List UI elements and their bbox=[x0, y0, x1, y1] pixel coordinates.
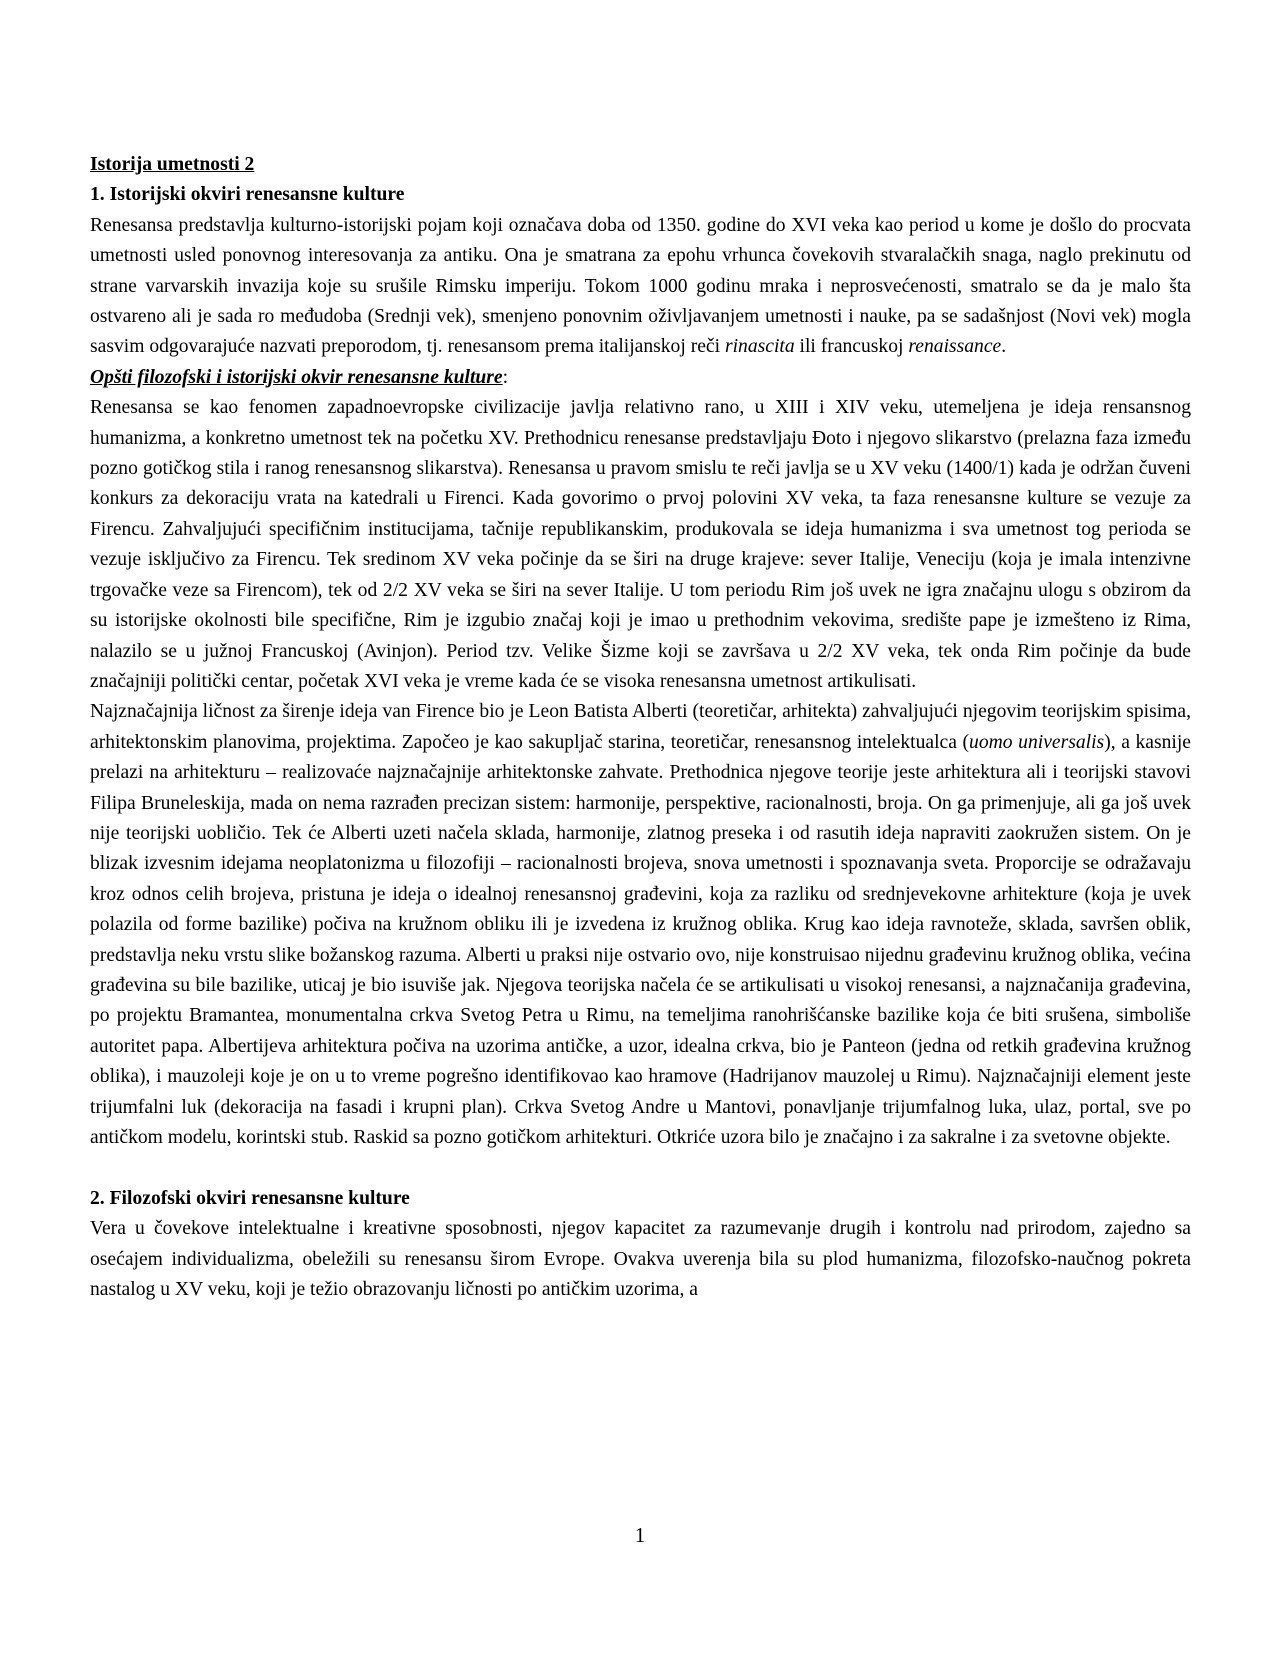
section-1-paragraph-1 bbox=[90, 211, 1191, 363]
section-1-subheading-line bbox=[90, 363, 1191, 393]
italic-term-renaissance: renaissance bbox=[908, 336, 1002, 358]
document-title-line bbox=[90, 150, 1191, 180]
page-number: 1 bbox=[634, 1523, 646, 1547]
paragraph-text: . bbox=[1001, 336, 1007, 358]
section-2-paragraph-1: Vera u čovekove intelektualne i kreativne sposobnosti, njegov kapacitet za razumevanje drugih i kontrolu nad prirodom, zajedno sa osećajem individualizma, obeležili su renesansu širom Evrope. Ovakva uverenja bila su plod humanizma, filozofsko-naučnog pokreta nastalog u XV veku, koji je težio obrazovanju ličnosti po antičkim uzorima, a bbox=[90, 1218, 1191, 1301]
document-body bbox=[90, 150, 1191, 1305]
paragraph-text: ili francuskoj bbox=[794, 336, 909, 358]
section-1-paragraph-2: Renesansa se kao fenomen zapadnoevropske civilizacije javlja relativno rano, u XIII i XIV veku, utemeljena je ideja rensansnog humanizma, a konkretno umetnost tek na početku XV. Prethodnicu renesanse predstavljaju Đoto i njegovo slikarstvo (prelazna faza između pozno gotičkog stila i ranog renesansnog slikarstva). Renesansa u pravom smislu te reči javlja se u XV veku (1400/1) kada je održan čuveni konkurs za dekoraciju vrata na katedrali u Firenci. Kada govorimo o prvoj polovini XV veka, ta faza renesansne kulture se vezuje za Firencu. Zahvaljujući specifičnim institucijama, tačnije republikanskim, produkovala se ideja humanizma i sva umetnost tog perioda se vezuje isključivo za Firencu. Tek sredinom XV veka počinje da se širi na druge krajeve: sever Italije, Veneciju (koja je imala intenzivne trgovačke veze sa Firencom), tek od 2/2 XV veka se širi na sever Italije. U tom periodu Rim još uvek ne igra značajnu ulogu s obzirom da su istorijske okolnosti bile specifične, Rim je izgubio značaj koji je imao u prethodnim vekovima, središte pape je izmešteno iz Rima, nalazilo se u južnoj Francuskoj (Avinjon). Period tzv. Velike Šizme koji se završava u 2/2 XV veka, tek onda Rim počinje da bude značajniji politički centar, početak XVI veka je vreme kada će se visoka renesansna umetnost artikulisati. bbox=[90, 397, 1191, 692]
section-2-heading: 2. Filozofski okviri renesansne kulture bbox=[90, 1187, 410, 1209]
section-1-heading: 1. Istorijski okviri renesansne kulture bbox=[90, 184, 405, 206]
paragraph-gap bbox=[90, 1153, 1191, 1183]
paragraph-text: Najznačajnija ličnost za širenje ideja van Firence bio je Leon Batista Alberti (teoretičar, arhitekta) zahvaljujući njegovim teorijskim spisima, arhitektonskim planovima, projektima. Započeo je kao sakupljač starina, teoretičar, renesansnog intelektualca ( bbox=[90, 701, 1191, 753]
subheading-colon: : bbox=[502, 366, 509, 388]
italic-term-uomo-universalis: uomo universalis bbox=[969, 731, 1105, 753]
paragraph-text: ), a kasnije prelazi na arhitekturu – realizovaće najznačajnije arhitektonske zahvate. Prethodnica njegove teorije jeste arhitektura ali i teorijski stavovi Filipa Bruneleskija, mada on nema razrađen precizan sistem: harmonije, perspektive, racionalnosti, broja. On ga primenjuje, ali ga još uvek nije teorijski uobličio. Tek će Alberti uzeti načela sklada, harmonije, zlatnog preseka i od rasutih ideja napraviti zaokružen sistem. On je blizak izvesnim idejama neoplatonizma u filozofiji – racionalnosti brojeva, snova umetnosti i spoznavanja sveta. Proporcije se odražavaju kroz odnos celih brojeva, pristuna je ideja o idealnoj renesansnoj građevini, koja za razliku od srednjevekovne arhitekture (koja je uvek polazila od forme bazilike) počiva na kružnom obliku ili je izvedena iz kružnog oblika. Krug kao ideja ravnoteže, sklada, savršen oblik, predstavlja neku vrstu slike božanskog razuma. Alberti u praksi nije ostvario ovo, nije konstruisao nijednu građevinu kružnog oblika, većina građevina su bile bazilike, uticaj je bio isuviše jak. Njegova teorijska načela će se artikulisati u visokoj renesansi, a najznačanija građevina, po projektu Bramantea, monumentalna crkva Svetog Petra u Rimu, na temeljima ranohrišćanske bazilike koja će biti srušena, simboliše autoritet papa. Albertijeva arhitektura počiva na uzorima antičke, a uzor, idealna crkva, bio je Panteon (jedna od retkih građevina kružnog oblika), i mauzoleji koje je on u to vreme pogrešno identifikovao kao hramove (Hadrijanov mauzolej u Rimu). Najznačajniji element jeste trijumfalni luk (dekoracija na fasadi i krupni plan). Crkva Svetog Andre u Mantovi, ponavljanje trijumfalnog luka, ulaz, portal, sve po antičkom modelu, korintski stub. Raskid sa pozno gotičkom arhitekturi. Otkriće uzora bilo je značajno i za sakralne i za svetovne objekte. bbox=[90, 731, 1192, 1148]
document-title: Istorija umetnosti 2 bbox=[90, 154, 255, 175]
section-1-subheading: Opšti filozofski i istorijski okvir renesansne kulture bbox=[90, 366, 503, 388]
section-1-paragraph-3 bbox=[90, 697, 1191, 1153]
paragraph-text: Renesansa predstavlja kulturno-istorijski pojam koji označava doba od 1350. godine do XVI veka kao period u kome je došlo do procvata umetnosti usled ponovnog interesovanja za antiku. Ona je smatrana za epohu vrhunca čovekovih stvaralačkih snaga, naglo prekinutu od strane varvarskih invazija koje su srušile Rimsku imperiju. Tokom 1000 godinu mraka i neprosvećenosti, smatralo se da je malo šta ostvareno ali je sada ro međudoba (Srednji vek), smenjeno ponovnim oživljavanjem umetnosti i nauke, pa se sadašnjost (Novi vek) mogla sasvim odgovarajuće nazvati preporodom, tj. renesansom prema italijanskoj reči bbox=[90, 214, 1191, 358]
italic-term-rinascita: rinascita bbox=[724, 336, 795, 358]
